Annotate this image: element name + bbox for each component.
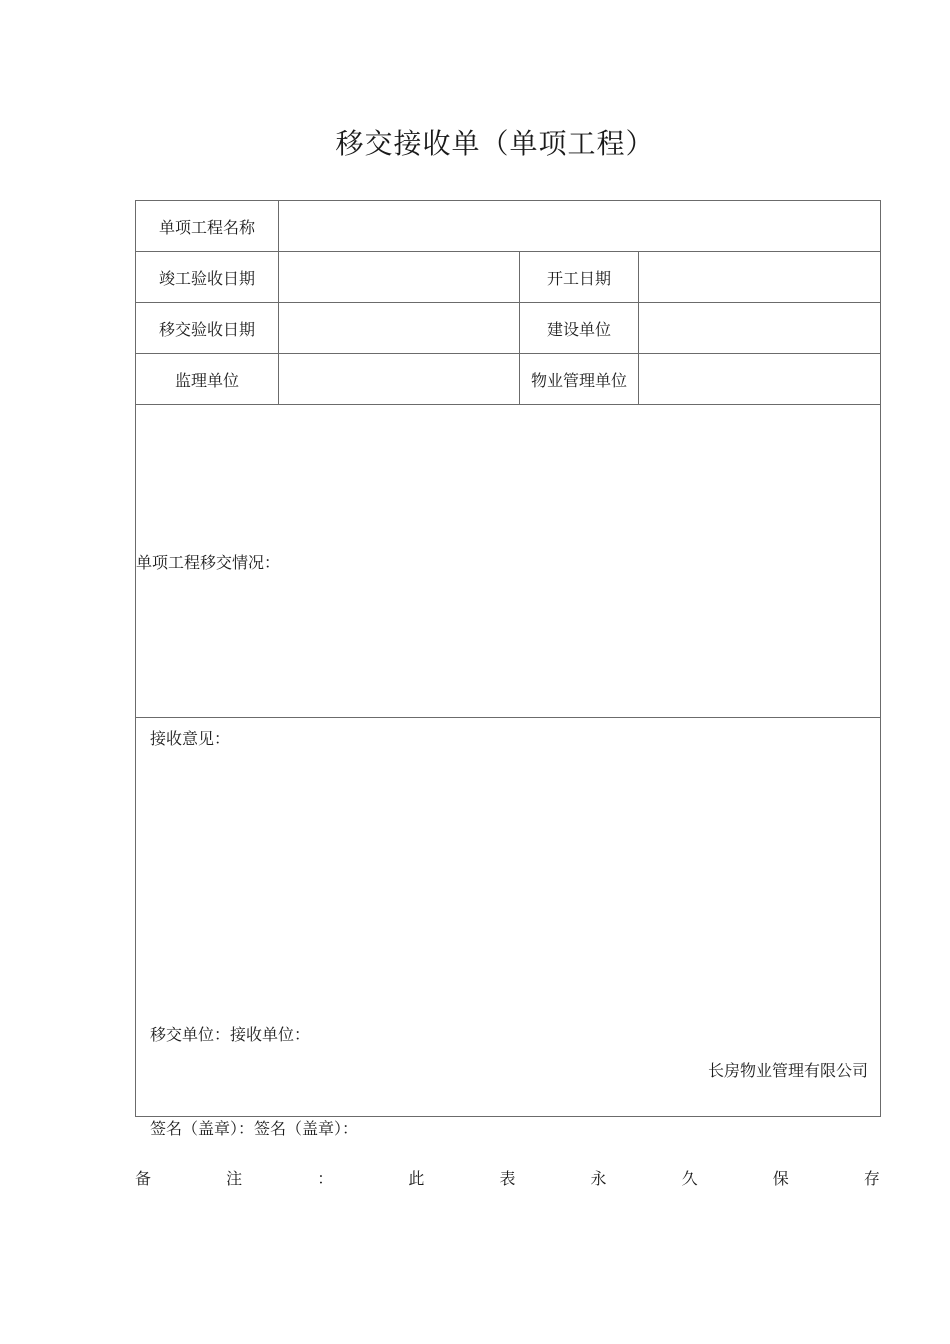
- handover-form-table: [135, 200, 881, 1138]
- remark-char: 注: [226, 1169, 243, 1188]
- row-receiving-opinion: [136, 718, 881, 1117]
- builder-label: 建设单位: [520, 303, 639, 354]
- property-mgmt-label: 物业管理单位: [520, 354, 639, 405]
- remark-line: [135, 1166, 880, 1189]
- remark-char: 此: [408, 1169, 425, 1188]
- project-name-label: 单项工程名称: [136, 201, 279, 252]
- project-name-field[interactable]: [279, 201, 881, 252]
- handover-situation-area[interactable]: [136, 405, 881, 718]
- units-line: 移交单位：接收单位：: [150, 1025, 311, 1044]
- handover-situation-label: 单项工程移交情况：: [136, 552, 281, 572]
- row-handover-date: [136, 303, 881, 354]
- page-title: 移交接收单（单项工程）: [335, 127, 655, 160]
- remark-char: 久: [681, 1169, 698, 1188]
- start-date-field[interactable]: [639, 252, 881, 303]
- supervisor-field[interactable]: [279, 354, 520, 405]
- remark-char: 保: [772, 1169, 789, 1188]
- row-project-name: [136, 201, 881, 252]
- start-date-label: 开工日期: [520, 252, 639, 303]
- completion-date-field[interactable]: [279, 252, 520, 303]
- receiving-opinion-area[interactable]: [136, 718, 881, 1138]
- property-mgmt-field[interactable]: [639, 354, 881, 405]
- remark-char: ：: [317, 1169, 334, 1188]
- remark-char: 备: [135, 1169, 152, 1188]
- receiving-opinion-label: 接收意见：: [150, 729, 231, 748]
- row-handover-situation: [136, 405, 881, 718]
- company-name: 长房物业管理有限公司: [708, 1061, 869, 1080]
- completion-date-label: 竣工验收日期: [136, 252, 279, 303]
- handover-date-field[interactable]: [279, 303, 520, 354]
- builder-field[interactable]: [639, 303, 881, 354]
- handover-date-label: 移交验收日期: [136, 303, 279, 354]
- remark-char: 表: [499, 1169, 516, 1188]
- supervisor-label: 监理单位: [136, 354, 279, 405]
- row-completion-date: [136, 252, 881, 303]
- remark-char: 永: [590, 1169, 607, 1188]
- row-supervisor: [136, 354, 881, 405]
- remark-char: 存: [863, 1169, 880, 1188]
- signature-line: 签名（盖章）：签名（盖章）：: [150, 1119, 359, 1138]
